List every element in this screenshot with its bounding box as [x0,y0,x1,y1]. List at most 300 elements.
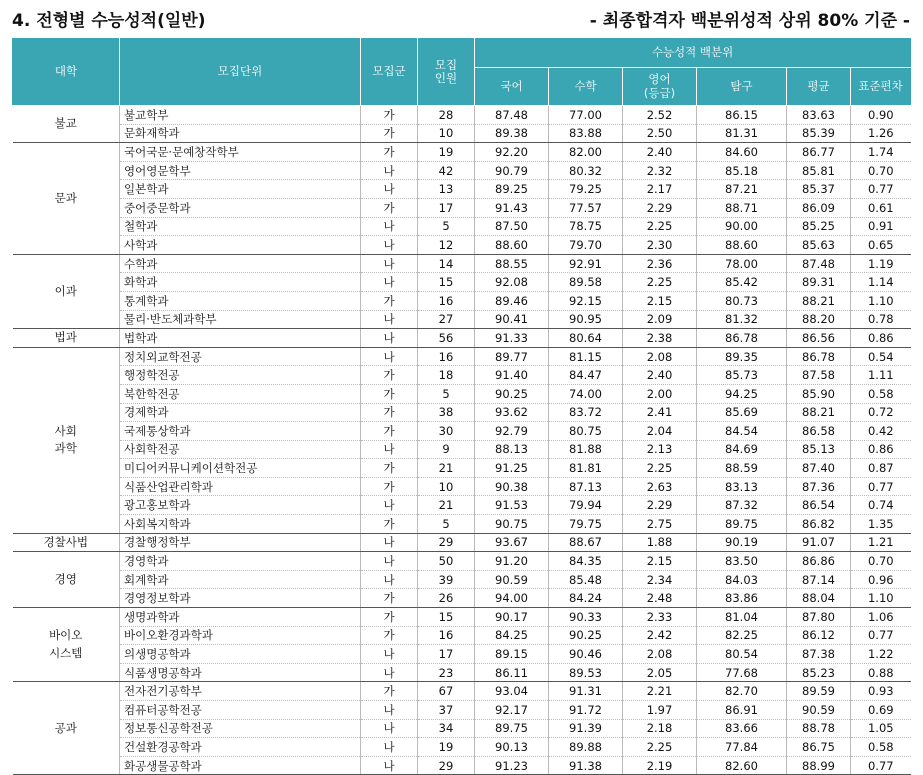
average-cell: 85.23 [787,663,851,682]
unit-cell: 국어국문·문예창작학부 [120,143,361,162]
inquiry-cell: 86.91 [697,701,787,720]
criteria-note: - 최종합격자 백분위성적 상위 80% 기준 - [589,11,910,31]
math-cell: 85.48 [549,570,623,589]
group-cell: 나 [361,552,418,571]
english-cell: 2.29 [623,198,697,217]
math-cell: 90.95 [549,310,623,329]
col-header-math: 수학 [549,68,623,106]
inquiry-cell: 90.00 [697,217,787,236]
average-cell: 87.48 [787,254,851,273]
unit-cell: 경찰행정학부 [120,533,361,552]
group-cell: 나 [361,719,418,738]
math-cell: 84.47 [549,366,623,385]
inquiry-cell: 85.42 [697,273,787,292]
math-cell: 83.88 [549,124,623,143]
korean-cell: 91.40 [475,366,549,385]
stdev-cell: 1.26 [851,124,911,143]
english-cell: 2.32 [623,161,697,180]
korean-cell: 91.23 [475,756,549,775]
stdev-cell: 1.22 [851,645,911,664]
inquiry-cell: 78.00 [697,254,787,273]
table-row [13,310,911,329]
unit-cell: 물리·반도체과학부 [120,310,361,329]
average-cell: 87.80 [787,608,851,627]
average-cell: 87.58 [787,366,851,385]
unit-cell: 경제학과 [120,403,361,422]
quota-cell: 13 [418,180,475,199]
inquiry-cell: 81.32 [697,310,787,329]
col-header-average: 평균 [787,68,851,106]
table-row [13,143,911,162]
stdev-cell: 1.10 [851,291,911,310]
english-cell: 1.97 [623,701,697,720]
section-title: 4. 전형별 수능성적(일반) [12,11,206,31]
quota-cell: 12 [418,236,475,255]
table-row [13,440,911,459]
english-cell: 2.17 [623,180,697,199]
unit-cell: 경영학과 [120,552,361,571]
unit-cell: 경영정보학과 [120,589,361,608]
stdev-cell: 0.74 [851,496,911,515]
unit-cell: 일본학과 [120,180,361,199]
quota-cell: 16 [418,626,475,645]
stdev-cell: 0.54 [851,347,911,366]
table-row [13,756,911,775]
group-cell: 가 [361,291,418,310]
average-cell: 88.21 [787,291,851,310]
table-row [13,384,911,403]
unit-cell: 컴퓨터공학전공 [120,701,361,720]
korean-cell: 89.77 [475,347,549,366]
univ-cell: 불교 [13,106,120,143]
stdev-cell: 0.93 [851,682,911,701]
quota-cell: 17 [418,198,475,217]
quota-cell: 15 [418,608,475,627]
average-cell: 86.77 [787,143,851,162]
math-cell: 77.00 [549,106,623,125]
unit-cell: 화공생물공학과 [120,756,361,775]
group-cell: 나 [361,254,418,273]
group-cell: 가 [361,422,418,441]
table-row [13,626,911,645]
average-cell: 89.59 [787,682,851,701]
inquiry-cell: 82.25 [697,626,787,645]
quota-cell: 34 [418,719,475,738]
stdev-cell: 1.06 [851,608,911,627]
inquiry-cell: 83.66 [697,719,787,738]
english-cell: 2.25 [623,459,697,478]
unit-cell: 수학과 [120,254,361,273]
table-row [13,347,911,366]
table-row [13,570,911,589]
math-cell: 78.75 [549,217,623,236]
korean-cell: 88.60 [475,236,549,255]
math-cell: 81.15 [549,347,623,366]
math-cell: 84.35 [549,552,623,571]
korean-cell: 89.15 [475,645,549,664]
average-cell: 88.78 [787,719,851,738]
average-cell: 88.99 [787,756,851,775]
english-cell: 2.13 [623,440,697,459]
stdev-cell: 0.58 [851,384,911,403]
english-cell: 2.18 [623,719,697,738]
inquiry-cell: 85.69 [697,403,787,422]
stdev-cell: 0.69 [851,701,911,720]
math-cell: 89.58 [549,273,623,292]
group-cell: 나 [361,701,418,720]
group-cell: 가 [361,198,418,217]
table-row [13,459,911,478]
average-cell: 83.63 [787,106,851,125]
unit-cell: 문화재학과 [120,124,361,143]
average-cell: 88.20 [787,310,851,329]
korean-cell: 86.11 [475,663,549,682]
quota-cell: 5 [418,515,475,534]
stdev-cell: 1.19 [851,254,911,273]
average-cell: 86.54 [787,496,851,515]
group-cell: 가 [361,589,418,608]
group-cell: 나 [361,310,418,329]
stdev-cell: 1.35 [851,515,911,534]
average-cell: 85.37 [787,180,851,199]
english-cell: 2.36 [623,254,697,273]
quota-cell: 10 [418,124,475,143]
math-cell: 90.33 [549,608,623,627]
math-cell: 79.75 [549,515,623,534]
unit-cell: 불교학부 [120,106,361,125]
korean-cell: 90.41 [475,310,549,329]
average-cell: 89.31 [787,273,851,292]
english-cell: 2.34 [623,570,697,589]
stdev-cell: 1.14 [851,273,911,292]
table-row [13,124,911,143]
group-cell: 가 [361,459,418,478]
group-cell: 나 [361,663,418,682]
math-cell: 87.13 [549,477,623,496]
inquiry-cell: 81.31 [697,124,787,143]
inquiry-cell: 90.19 [697,533,787,552]
korean-cell: 93.62 [475,403,549,422]
average-cell: 86.82 [787,515,851,534]
quota-cell: 50 [418,552,475,571]
group-cell: 가 [361,626,418,645]
average-cell: 88.04 [787,589,851,608]
stdev-cell: 1.21 [851,533,911,552]
table-row [13,701,911,720]
english-cell: 2.25 [623,217,697,236]
group-cell: 나 [361,496,418,515]
quota-cell: 21 [418,459,475,478]
english-cell: 2.50 [623,124,697,143]
inquiry-cell: 89.35 [697,347,787,366]
group-cell: 나 [361,273,418,292]
average-cell: 85.25 [787,217,851,236]
inquiry-cell: 87.21 [697,180,787,199]
stdev-cell: 0.61 [851,198,911,217]
table-row [13,533,911,552]
quota-cell: 23 [418,663,475,682]
table-row [13,106,911,125]
average-cell: 85.39 [787,124,851,143]
math-cell: 91.31 [549,682,623,701]
english-cell: 2.04 [623,422,697,441]
unit-cell: 광고홍보학과 [120,496,361,515]
stdev-cell: 0.86 [851,440,911,459]
quota-cell: 5 [418,217,475,236]
korean-cell: 84.25 [475,626,549,645]
stdev-cell: 0.91 [851,217,911,236]
english-cell: 2.48 [623,589,697,608]
quota-cell: 29 [418,533,475,552]
korean-cell: 92.08 [475,273,549,292]
average-cell: 87.36 [787,477,851,496]
stdev-cell: 0.70 [851,552,911,571]
korean-cell: 89.46 [475,291,549,310]
col-header-unit: 모집단위 [120,39,361,106]
average-cell: 85.13 [787,440,851,459]
english-cell: 2.19 [623,756,697,775]
english-cell: 2.00 [623,384,697,403]
table-row [13,236,911,255]
korean-cell: 93.67 [475,533,549,552]
average-cell: 86.75 [787,738,851,757]
col-header-quota: 모집 인원 [418,39,475,106]
quota-cell: 38 [418,403,475,422]
korean-cell: 91.20 [475,552,549,571]
inquiry-cell: 88.71 [697,198,787,217]
unit-cell: 통계학과 [120,291,361,310]
stdev-cell: 1.11 [851,366,911,385]
univ-cell: 바이오 시스템 [13,608,120,682]
stdev-cell: 0.90 [851,106,911,125]
inquiry-cell: 80.54 [697,645,787,664]
korean-cell: 91.53 [475,496,549,515]
inquiry-cell: 84.69 [697,440,787,459]
group-cell: 나 [361,161,418,180]
univ-cell: 공과 [13,682,120,775]
inquiry-cell: 88.60 [697,236,787,255]
korean-cell: 89.38 [475,124,549,143]
quota-cell: 30 [418,422,475,441]
quota-cell: 67 [418,682,475,701]
group-cell: 나 [361,440,418,459]
unit-cell: 미디어커뮤니케이션학전공 [120,459,361,478]
univ-cell: 경영 [13,552,120,608]
english-cell: 2.15 [623,291,697,310]
table-row [13,645,911,664]
univ-cell: 문과 [13,143,120,255]
math-cell: 91.38 [549,756,623,775]
quota-cell: 17 [418,645,475,664]
average-cell: 91.07 [787,533,851,552]
math-cell: 79.25 [549,180,623,199]
inquiry-cell: 82.60 [697,756,787,775]
english-cell: 2.21 [623,682,697,701]
math-cell: 84.24 [549,589,623,608]
korean-cell: 89.25 [475,180,549,199]
korean-cell: 90.75 [475,515,549,534]
group-cell: 나 [361,645,418,664]
page-header [12,4,912,30]
english-cell: 2.25 [623,738,697,757]
english-cell: 2.63 [623,477,697,496]
inquiry-cell: 88.59 [697,459,787,478]
table-row [13,422,911,441]
korean-cell: 87.48 [475,106,549,125]
col-header-inquiry: 탐구 [697,68,787,106]
english-cell: 2.29 [623,496,697,515]
english-cell: 2.52 [623,106,697,125]
english-cell: 2.15 [623,552,697,571]
korean-cell: 93.04 [475,682,549,701]
korean-cell: 91.25 [475,459,549,478]
stdev-cell: 0.87 [851,459,911,478]
quota-cell: 26 [418,589,475,608]
math-cell: 79.94 [549,496,623,515]
table-row [13,180,911,199]
quota-cell: 42 [418,161,475,180]
average-cell: 88.21 [787,403,851,422]
unit-cell: 국제통상학과 [120,422,361,441]
group-cell: 가 [361,477,418,496]
korean-cell: 92.79 [475,422,549,441]
table-row [13,738,911,757]
math-cell: 92.91 [549,254,623,273]
english-cell: 2.08 [623,347,697,366]
quota-cell: 27 [418,310,475,329]
math-cell: 74.00 [549,384,623,403]
unit-cell: 정보통신공학전공 [120,719,361,738]
table-row [13,198,911,217]
english-cell: 2.40 [623,366,697,385]
stdev-cell: 0.88 [851,663,911,682]
group-cell: 가 [361,124,418,143]
average-cell: 86.86 [787,552,851,571]
math-cell: 82.00 [549,143,623,162]
inquiry-cell: 80.73 [697,291,787,310]
quota-cell: 16 [418,347,475,366]
korean-cell: 94.00 [475,589,549,608]
english-cell: 2.30 [623,236,697,255]
korean-cell: 90.13 [475,738,549,757]
quota-cell: 14 [418,254,475,273]
korean-cell: 90.79 [475,161,549,180]
table-body [13,106,911,775]
math-cell: 92.15 [549,291,623,310]
math-cell: 90.46 [549,645,623,664]
unit-cell: 정치외교학전공 [120,347,361,366]
col-header-english: 영어 (등급) [623,68,697,106]
korean-cell: 92.17 [475,701,549,720]
group-cell: 나 [361,533,418,552]
korean-cell: 88.13 [475,440,549,459]
unit-cell: 법학과 [120,329,361,348]
math-cell: 80.64 [549,329,623,348]
average-cell: 87.38 [787,645,851,664]
quota-cell: 15 [418,273,475,292]
quota-cell: 28 [418,106,475,125]
quota-cell: 9 [418,440,475,459]
math-cell: 79.70 [549,236,623,255]
group-cell: 나 [361,756,418,775]
unit-cell: 식품산업관리학과 [120,477,361,496]
table-row [13,515,911,534]
inquiry-cell: 77.68 [697,663,787,682]
average-cell: 85.81 [787,161,851,180]
table-row [13,366,911,385]
group-cell: 나 [361,236,418,255]
group-cell: 가 [361,682,418,701]
english-cell: 2.40 [623,143,697,162]
quota-cell: 19 [418,738,475,757]
english-cell: 2.05 [623,663,697,682]
quota-cell: 10 [418,477,475,496]
univ-cell: 사회 과학 [13,347,120,533]
korean-cell: 90.38 [475,477,549,496]
inquiry-cell: 94.25 [697,384,787,403]
stdev-cell: 1.74 [851,143,911,162]
inquiry-cell: 83.50 [697,552,787,571]
group-cell: 가 [361,515,418,534]
average-cell: 86.09 [787,198,851,217]
inquiry-cell: 85.73 [697,366,787,385]
inquiry-cell: 84.54 [697,422,787,441]
math-cell: 91.39 [549,719,623,738]
english-cell: 2.42 [623,626,697,645]
unit-cell: 전자전기공학부 [120,682,361,701]
table-row [13,217,911,236]
korean-cell: 88.55 [475,254,549,273]
table-row [13,329,911,348]
english-cell: 2.38 [623,329,697,348]
inquiry-cell: 86.78 [697,329,787,348]
unit-cell: 의생명공학과 [120,645,361,664]
score-table [12,38,911,775]
average-cell: 86.78 [787,347,851,366]
stdev-cell: 0.70 [851,161,911,180]
group-cell: 나 [361,570,418,589]
inquiry-cell: 89.75 [697,515,787,534]
unit-cell: 영어영문학부 [120,161,361,180]
average-cell: 86.56 [787,329,851,348]
group-cell: 가 [361,366,418,385]
table-row [13,589,911,608]
average-cell: 87.40 [787,459,851,478]
korean-cell: 90.17 [475,608,549,627]
quota-cell: 39 [418,570,475,589]
unit-cell: 생명과학과 [120,608,361,627]
unit-cell: 사학과 [120,236,361,255]
math-cell: 80.32 [549,161,623,180]
english-cell: 1.88 [623,533,697,552]
stdev-cell: 0.96 [851,570,911,589]
english-cell: 2.25 [623,273,697,292]
stdev-cell: 0.77 [851,180,911,199]
univ-cell: 이과 [13,254,120,328]
table-row [13,403,911,422]
math-cell: 80.75 [549,422,623,441]
english-cell: 2.09 [623,310,697,329]
quota-cell: 5 [418,384,475,403]
english-cell: 2.08 [623,645,697,664]
table-row [13,496,911,515]
average-cell: 90.59 [787,701,851,720]
table-row [13,254,911,273]
quota-cell: 21 [418,496,475,515]
math-cell: 83.72 [549,403,623,422]
unit-cell: 사회학전공 [120,440,361,459]
col-header-scores: 수능성적 백분위 [475,39,911,68]
